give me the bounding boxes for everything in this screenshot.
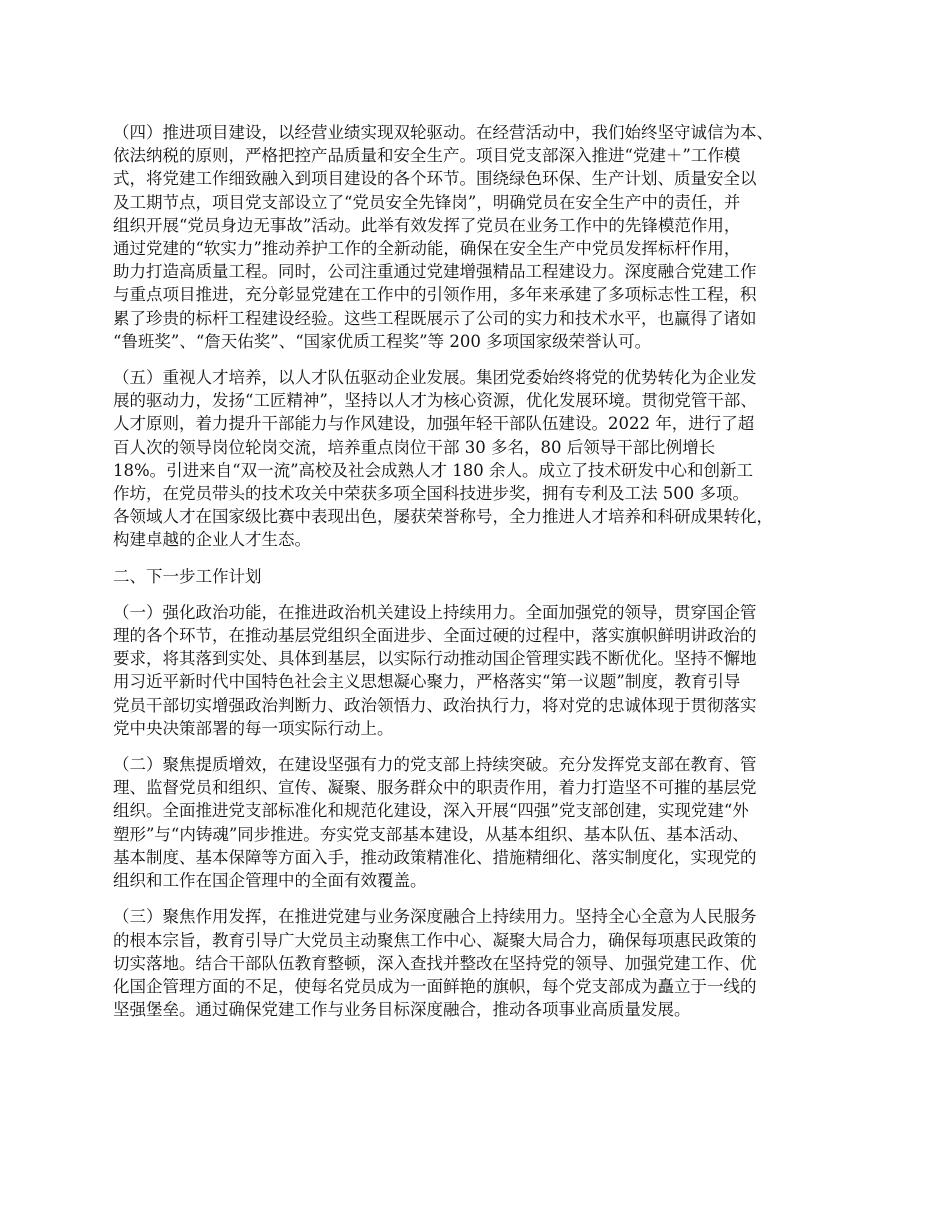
text-line: 党中央决策部署的每一项实际行动上。 xyxy=(113,718,394,738)
text-line: 理的各个环节，在推动基层党组织全面进步、全面过硬的过程中，落实旗帜鲜明讲政治的 xyxy=(113,626,757,646)
text-line: 理、监督党员和组织、宣传、凝聚、服务群众中的职责作用，着力打造坚不可摧的基层党 xyxy=(113,778,757,798)
text-line: 切实落地。结合干部队伍教育整顿，深入查找并整改在坚持党的领导、加强党建工作、优 xyxy=(113,953,757,973)
text-line: 党员干部切实增强政治判断力、政治领悟力、政治执行力，将对党的忠诚体现于贯彻落实 xyxy=(113,695,757,715)
text-line: 化国企管理方面的不足，使每名党员成为一面鲜艳的旗帜，每个党支部成为矗立于一线的 xyxy=(113,976,757,996)
text-line: 塑形”与“内铸魂”同步推进。夯实党支部基本建设，从基本组织、基本队伍、基本活动、 xyxy=(113,824,749,844)
text-line: 的根本宗旨，教育引导广大党员主动聚焦工作中心、凝聚大局合力，确保每项惠民政策的 xyxy=(113,930,757,950)
text-line: 各领域人才在国家级比赛中表现出色，屡获荣誉称号，全力推进人才培养和科研成果转化， xyxy=(113,507,773,527)
text-line: “鲁班奖”、“詹天佑奖”、“国家优质工程奖”等 200 多项国家级荣誉认可。 xyxy=(113,331,652,351)
text-line: （五）重视人才培养，以人才队伍驱动企业发展。集团党委始终将党的优势转化为企业发 xyxy=(113,368,757,388)
text-line: 组织和工作在国企管理中的全面有效覆盖。 xyxy=(113,871,427,891)
text-line: 基本制度、基本保障等方面入手，推动政策精准化、措施精细化、落实制度化，实现党的 xyxy=(113,847,757,867)
text-line: 与重点项目推进，充分彰显党建在工作中的引领作用，多年来承建了多项标志性工程，积 xyxy=(113,285,757,305)
paragraph-project-construction xyxy=(113,121,840,353)
text-line: （一）强化政治功能，在推进政治机关建设上持续用力。全面加强党的领导，贯穿国企管 xyxy=(113,602,757,622)
text-line: 用习近平新时代中国特色社会主义思想凝心聚力，严格落实“第一议题”制度，教育引导 xyxy=(113,672,741,692)
text-line: 作坊，在党员带头的技术攻关中荣获多项全国科技进步奖，拥有专利及工法 500 多项。 xyxy=(113,484,749,504)
text-line: 要求，将其落到实处、具体到基层，以实际行动推动国企管理实践不断优化。坚持不懈地 xyxy=(113,649,757,669)
text-line: 百人次的领导岗位轮岗交流，培养重点岗位干部 30 多名，80 后领导干部比例增长 xyxy=(113,437,716,457)
text-line: 式，将党建工作细致融入到项目建设的各个环节。围绕绿色环保、生产计划、质量安全以 xyxy=(113,169,757,189)
text-line: 依法纳税的原则，严格把控产品质量和安全生产。项目党支部深入推进“党建＋”工作模 xyxy=(113,146,741,166)
section-heading-text: 二、下一步工作计划 xyxy=(113,566,262,586)
text-line: 18%。引进来自“双一流”高校及社会成熟人才 180 余人。成立了技术研发中心和创新工 xyxy=(113,460,754,480)
text-line: 及工期节点，项目党支部设立了“党员安全先锋岗”，明确党员在安全生产中的责任，并 xyxy=(113,192,741,212)
paragraph-political-function xyxy=(113,601,840,740)
text-line: （二）聚焦提质增效，在建设坚强有力的党支部上持续突破。充分发挥党支部在教育、管 xyxy=(113,755,757,775)
text-line: （三）聚焦作用发挥，在推进党建与业务深度融合上持续用力。坚持全心全意为人民服务 xyxy=(113,907,757,927)
paragraph-party-branch-quality xyxy=(113,753,840,892)
text-line: 累了珍贵的标杆工程建设经验。这些工程既展示了公司的实力和技术水平，也赢得了诸如 xyxy=(113,308,757,328)
section-heading-next-steps xyxy=(113,565,840,588)
text-line: 坚强堡垒。通过确保党建工作与业务目标深度融合，推动各项事业高质量发展。 xyxy=(113,1000,691,1020)
text-line: 展的驱动力，发扬“工匠精神”，坚持以人才为核心资源，优化发展环境。贯彻党管干部、 xyxy=(113,391,757,411)
text-line: 助力打造高质量工程。同时，公司注重通过党建增强精品工程建设力。深度融合党建工作 xyxy=(113,262,757,282)
text-line: 通过党建的“软实力”推动养护工作的全新动能，确保在安全生产中党员发挥标杆作用， xyxy=(113,239,741,259)
paragraph-business-integration xyxy=(113,905,840,1021)
text-line: 构建卓越的企业人才生态。 xyxy=(113,530,311,550)
text-line: 人才原则，着力提升干部能力与作风建设，加强年轻干部队伍建设。2022 年，进行了超 xyxy=(113,414,755,434)
text-line: 组织。全面推进党支部标准化和规范化建设，深入开展“四强”党支部创建，实现党建“外 xyxy=(113,801,749,821)
text-line: （四）推进项目建设，以经营业绩实现双轮驱动。在经营活动中，我们始终坚守诚信为本、 xyxy=(113,123,773,142)
document-page xyxy=(113,121,840,1034)
paragraph-talent-cultivation xyxy=(113,366,840,552)
text-line: 组织开展“党员身边无事故”活动。此举有效发挥了党员在业务工作中的先锋模范作用， xyxy=(113,215,741,235)
